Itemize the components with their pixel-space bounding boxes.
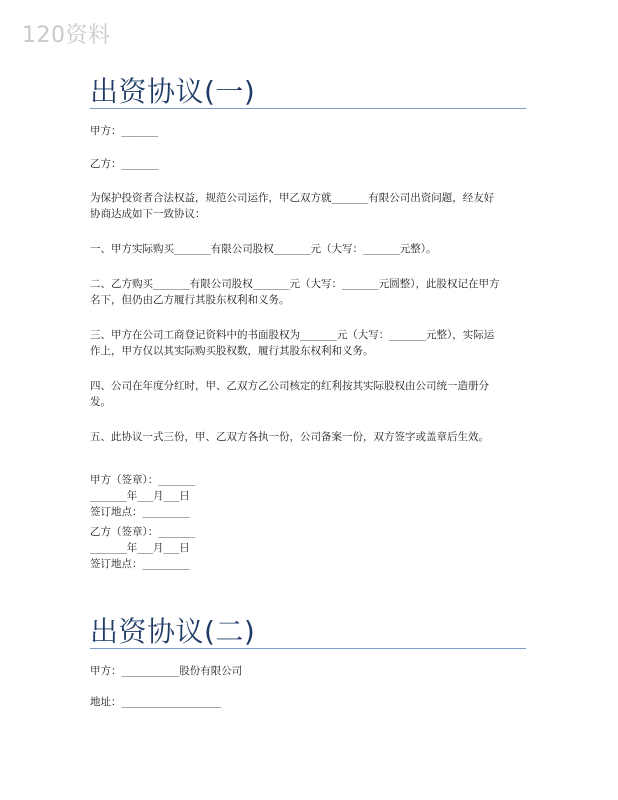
section2-title: 出资协议(二) xyxy=(90,615,256,648)
section1-title-rule xyxy=(90,108,526,109)
section1-intro-line1: 为保护投资者合法权益，规范公司运作，甲乙双方就_______有限公司出资问题，经友好 xyxy=(90,192,495,204)
section1-clause2-line2: 名下，但仍由乙方履行其股东权利和义务。 xyxy=(90,294,290,306)
section2-party-a: 甲方：___________股份有限公司 xyxy=(90,665,243,677)
section1-clause4-line2: 发。 xyxy=(90,396,111,408)
section1-place-a: 签订地点：_________ xyxy=(90,506,190,518)
section1-place-b: 签订地点：_________ xyxy=(90,558,190,570)
section1-clause3-line2: 作上，甲方仅以其实际购买股权数，履行其股东权利和义务。 xyxy=(90,345,374,357)
section1-clause4-line1: 四、公司在年度分红时，甲、乙双方乙公司核定的红利按其实际股权由公司统一造册分 xyxy=(90,380,489,392)
section2-title-rule xyxy=(90,648,526,649)
section1-clause3-line1: 三、甲方在公司工商登记资料中的书面股权为_______元（大写：_______元整），实际运 xyxy=(90,329,495,341)
watermark-text: 120资料 xyxy=(22,23,111,48)
section1-clause1: 一、甲方实际购买_______有限公司股权_______元（大写：_______元整）。 xyxy=(90,243,437,255)
section1-title: 出资协议(一) xyxy=(90,75,256,108)
section1-sign-a: 甲方（签章）：_______ xyxy=(90,474,195,486)
section1-clause5: 五、此协议一式三份，甲、乙双方各执一份，公司备案一份，双方签字或盖章后生效。 xyxy=(90,431,489,443)
section1-intro-line2: 协商达成如下一致协议： xyxy=(90,208,206,220)
section1-date-b: _______年___月___日 xyxy=(90,542,190,554)
section2-address: 地址：___________________ xyxy=(90,696,222,708)
section1-clause2-line1: 二、乙方购买_______有限公司股权_______元（大写：_______元圆整），此股权记在甲方 xyxy=(90,278,500,290)
section1-date-a: _______年___月___日 xyxy=(90,490,190,502)
section1-party-a: 甲方：_______ xyxy=(90,125,159,137)
section1-party-b: 乙方：_______ xyxy=(90,158,159,170)
section1-sign-b: 乙方（签章）：_______ xyxy=(90,526,195,538)
